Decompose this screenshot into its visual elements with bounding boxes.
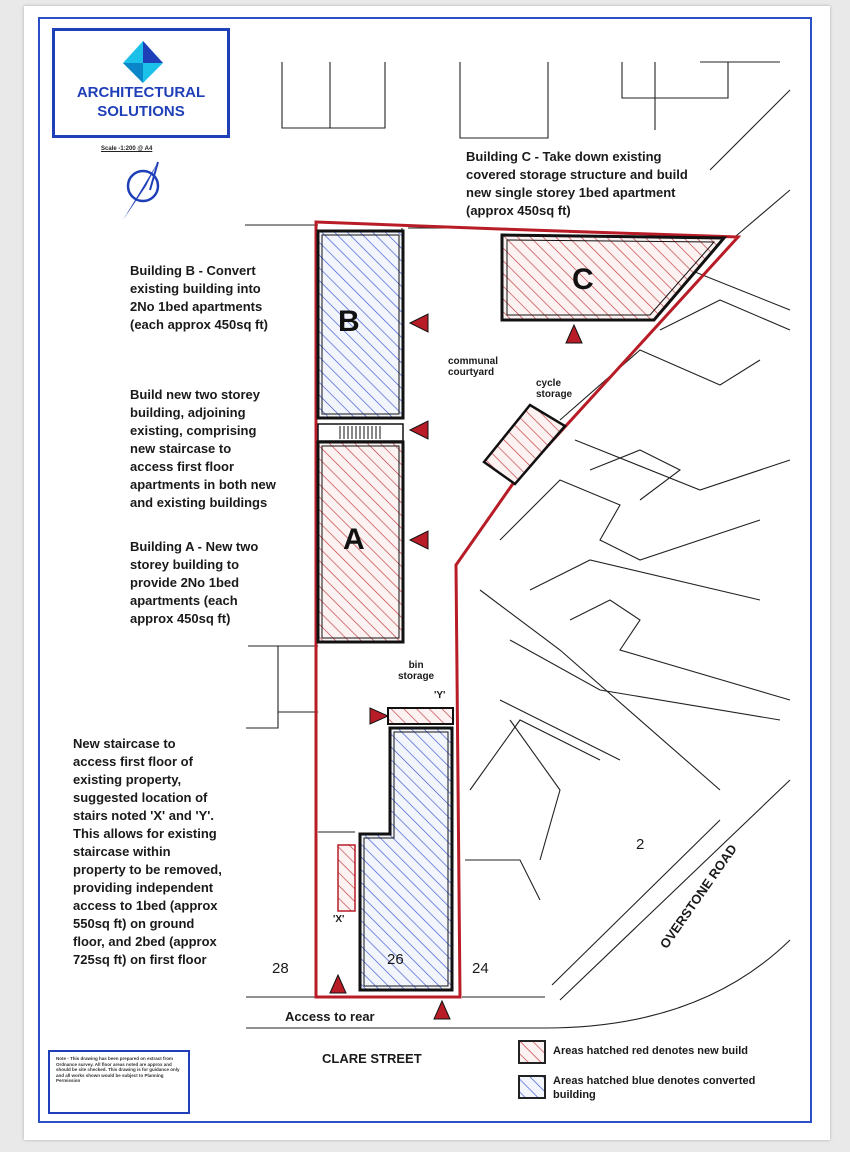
note-staircase: New staircase to access first floor of existing property, suggested location of stairs noted 'X' and 'Y'. This allows for existing staircase within property to be removed, providing independent access to 1bed (approx 550sq ft) on ground floor, and 2bed (approx 725sq ft) on first floor xyxy=(73,736,222,967)
label-number-26: 26 xyxy=(387,951,404,968)
legend-swatch-blue xyxy=(519,1076,545,1098)
building-26 xyxy=(360,728,452,990)
label-courtyard: communal courtyard xyxy=(448,356,499,378)
disclaimer-note: Note - This drawing has been prepared on extract from Ordnance survey. All floor areas noted are approx and should be site checked. This drawing is for guidance only and all works shown would be subject to Planning Permission xyxy=(48,1050,190,1114)
note-building-a: Building A - New two storey building to provide 2No 1bed apartments (each approx 450sq ft) xyxy=(130,539,259,626)
bin-storage xyxy=(388,708,453,724)
cycle-storage xyxy=(484,405,565,484)
stair-x xyxy=(338,845,355,911)
building-c xyxy=(502,235,724,320)
brand-name: ARCHITECTURAL SOLUTIONS xyxy=(76,84,206,120)
label-y: 'Y' xyxy=(434,690,446,701)
note-new-two-storey: Build new two storey building, adjoining existing, comprising new staircase to access first floor apartments in both new and existing buildings xyxy=(130,387,276,510)
label-c: C xyxy=(572,263,594,296)
legend-swatch-red xyxy=(519,1041,545,1063)
note-building-c: Building C - Take down existing covered storage structure and build new single storey 1bed apartment (approx 450sq ft) xyxy=(466,149,688,218)
label-a: A xyxy=(343,523,365,556)
label-number-28: 28 xyxy=(272,960,289,977)
label-b: B xyxy=(338,305,360,338)
diamond-logo-icon xyxy=(55,33,227,89)
label-number-24: 24 xyxy=(472,960,489,977)
note-building-b: Building B - Convert existing building into 2No 1bed apartments (each approx 450sq ft) xyxy=(130,263,268,332)
label-cycle-storage: cycle storage xyxy=(536,378,573,400)
legend-red-text: Areas hatched red denotes new build xyxy=(553,1045,748,1057)
label-x: 'X' xyxy=(333,914,345,925)
building-b xyxy=(318,231,403,418)
label-clare-street: CLARE STREET xyxy=(322,1051,422,1066)
north-arrow-icon xyxy=(123,162,158,220)
legend-blue-text: Areas hatched blue denotes converted building xyxy=(553,1075,756,1101)
label-number-2: 2 xyxy=(636,836,645,853)
logo xyxy=(52,28,230,138)
label-access-to-rear: Access to rear xyxy=(285,1009,375,1024)
scale-label: Scale -1:200 @ A4 xyxy=(101,146,153,152)
label-bin-storage: bin storage xyxy=(398,660,435,682)
label-overstone-road: OVERSTONE ROAD xyxy=(656,841,740,952)
